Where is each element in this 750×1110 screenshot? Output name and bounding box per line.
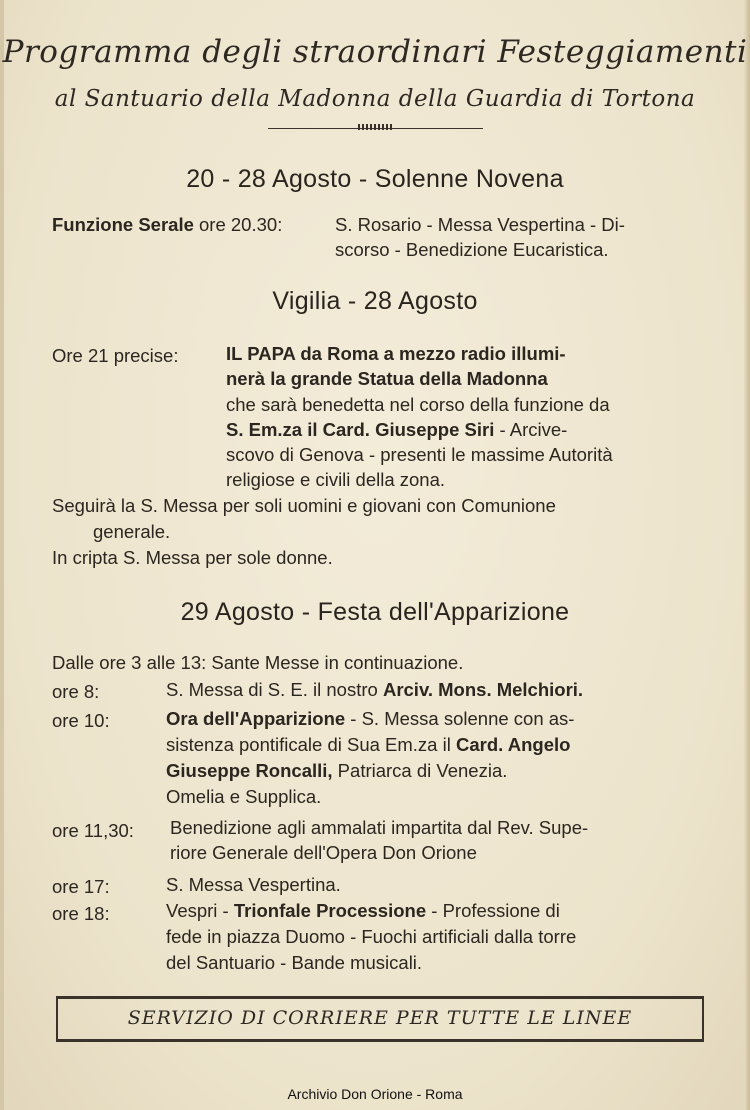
notice-text: SERVIZIO DI CORRIERE PER TUTTE LE LINEE: [127, 1007, 633, 1029]
item-17-line-1: S. Messa Vespertina.: [166, 874, 341, 895]
item-18-line-2: fede in piazza Duomo - Fuochi artificiali dalla torre: [166, 926, 577, 947]
item-time-8: ore 8:: [52, 681, 100, 702]
item-18-line-1-rest: - Professione di: [426, 900, 560, 921]
vigilia-line-4-rest: - Arcive-: [494, 419, 568, 440]
item-time-10: ore 10:: [52, 710, 110, 731]
novena-line-2: scorso - Benedizione Eucaristica.: [335, 239, 609, 260]
novena-label-row: [52, 212, 282, 238]
item-10-line-4: Omelia e Supplica.: [166, 786, 322, 807]
vigilia-time: Ore 21 precise:: [52, 345, 179, 366]
item-1130-line-1: Benedizione agli ammalati impartita dal Rev. Supe-: [170, 817, 589, 838]
title-line-2: al Santuario della Madonna della Guardia di Tortona: [54, 86, 696, 112]
item-10-line-3: [166, 758, 507, 784]
item-time-1130: ore 11,30:: [52, 820, 134, 841]
title-line-1: Programma degli straordinari Festeggiamenti: [2, 34, 748, 70]
item-10-line-1: [166, 706, 574, 732]
vigilia-line-6: religiose e civili della zona.: [226, 469, 446, 490]
vigilia-line-3: che sarà benedetta nel corso della funzione da: [226, 394, 610, 415]
vigilia-line-2: nerà la grande Statua della Madonna: [226, 368, 548, 389]
vigilia-heading: Vigilia - 28 Agosto: [272, 287, 478, 315]
vigilia-line-1: IL PAPA da Roma a mezzo radio illumi-: [226, 343, 566, 364]
festa-heading: 29 Agosto - Festa dell'Apparizione: [180, 598, 570, 626]
item-10-line-3-rest: Patriarca di Venezia.: [332, 760, 508, 781]
novena-label: Funzione Serale: [52, 214, 194, 235]
siri-name: S. Em.za il Card. Giuseppe Siri: [226, 419, 495, 440]
vigilia-line-5: scovo di Genova - presenti le massime Autorità: [226, 444, 613, 465]
novena-line-1: S. Rosario - Messa Vespertina - Di-: [335, 214, 625, 235]
item-text-8: [166, 677, 583, 703]
archive-footer: Archivio Don Orione - Roma: [287, 1086, 463, 1102]
vigilia-follow-1: Seguirà la S. Messa per soli uomini e giovani con Comunione: [52, 495, 556, 516]
festa-intro: Dalle ore 3 alle 13: Sante Messe in continuazione.: [52, 652, 464, 673]
vigilia-line-4: [226, 417, 567, 443]
apparizione-label: Ora dell'Apparizione: [166, 708, 346, 729]
item-18-line-1: [166, 898, 560, 924]
roncalli-title: Card. Angelo: [455, 734, 571, 755]
notice-box: [56, 996, 704, 1042]
processione-label: Trionfale Processione: [233, 900, 427, 921]
item-10-line-2: [166, 732, 570, 758]
roncalli-name: Giuseppe Roncalli,: [166, 760, 333, 781]
item-1130-line-2: riore Generale dell'Opera Don Orione: [170, 842, 477, 863]
item-18-line-3: del Santuario - Bande musicali.: [166, 952, 423, 973]
vigilia-crypt: In cripta S. Messa per sole donne.: [52, 547, 333, 568]
item-time-18: ore 18:: [52, 903, 110, 924]
melchiori-name: Arciv. Mons. Melchiori.: [382, 679, 584, 700]
novena-time: ore 20.30:: [199, 214, 283, 235]
divider-ornament: [358, 124, 392, 130]
vigilia-follow-2: generale.: [93, 521, 171, 542]
item-10-line-2-pre: sistenza pontificale di Sua Em.za il: [166, 734, 456, 755]
item-18-pre: Vespri -: [166, 900, 234, 921]
item-time-17: ore 17:: [52, 876, 110, 897]
item-8-pre: S. Messa di S. E. il nostro: [166, 679, 383, 700]
item-10-line-1-rest: - S. Messa solenne con as-: [345, 708, 575, 729]
novena-heading: 20 - 28 Agosto - Solenne Novena: [186, 165, 564, 193]
